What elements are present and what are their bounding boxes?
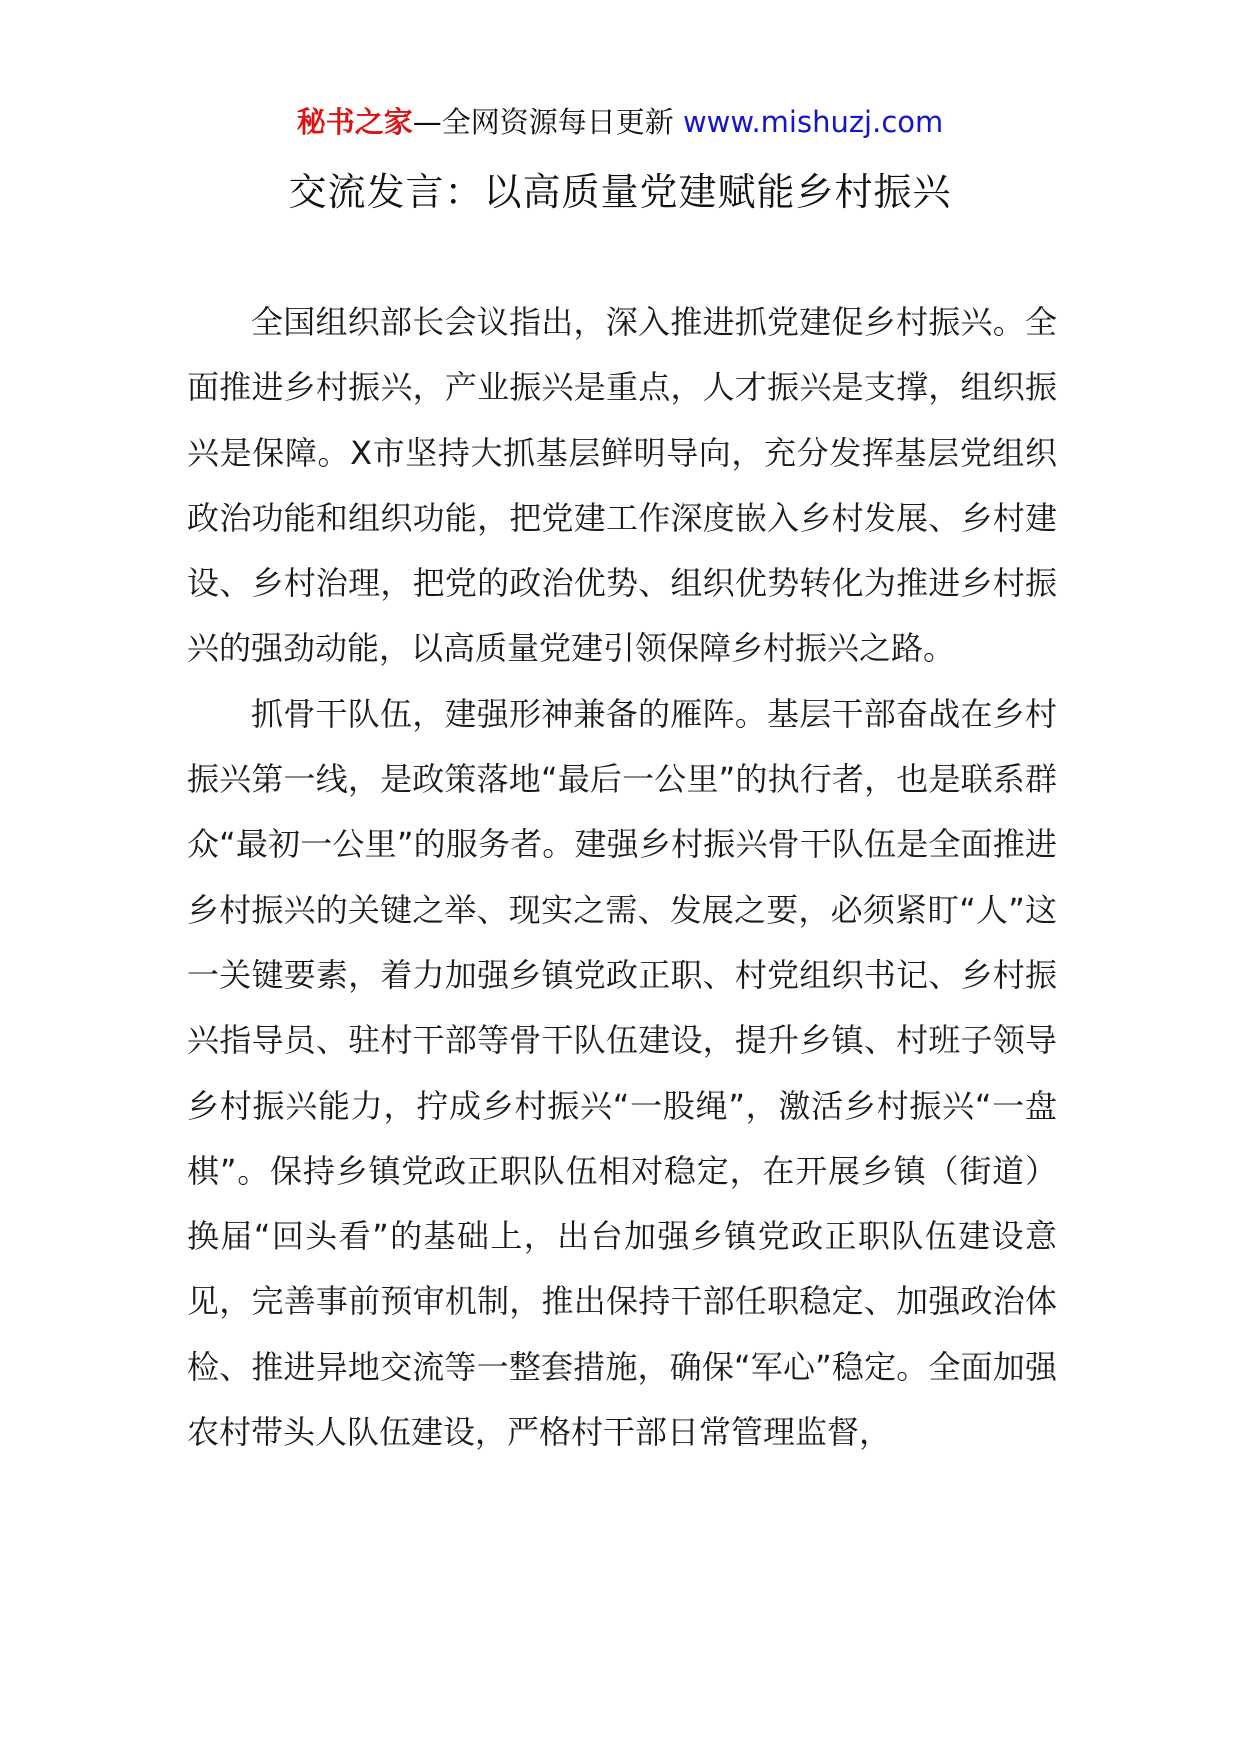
document-body [187, 290, 1057, 1465]
paragraph-1: 全国组织部长会议指出，深入推进抓党建促乡村振兴。全面推进乡村振兴，产业振兴是重点，人才振兴是支撑，组织振兴是保障。X市坚持大抓基层鲜明导向，充分发挥基层党组织政治功能和组织功能，把党建工作深度嵌入乡村发展、乡村建设、乡村治理，把党的政治优势、组织优势转化为推进乡村振兴的强劲动能，以高质量党建引领保障乡村振兴之路。 [187, 303, 1057, 668]
brand-name: 秘书之家 [296, 105, 413, 139]
site-url-link[interactable]: www.mishuzj.com [682, 105, 944, 139]
document-title: 交流发言：以高质量党建赋能乡村振兴 [288, 170, 952, 214]
header-slogan: —全网资源每日更新 [412, 105, 674, 139]
site-header [0, 102, 1240, 142]
paragraph-2: 抓骨干队伍，建强形神兼备的雁阵。基层干部奋战在乡村振兴第一线，是政策落地“最后一公里”的执行者，也是联系群众“最初一公里”的服务者。建强乡村振兴骨干队伍是全面推进乡村振兴的关键之举、现实之需、发展之要，必须紧盯“人”这一关键要素，着力加强乡镇党政正职、村党组织书记、乡村振兴指导员、驻村干部等骨干队伍建设，提升乡镇、村班子领导乡村振兴能力，拧成乡村振兴“一股绳”，激活乡村振兴“一盘棋”。保持乡镇党政正职队伍相对稳定，在开展乡镇（街道）换届“回头看”的基础上，出台加强乡镇党政正职队伍建设意见，完善事前预审机制，推出保持干部任职稳定、加强政治体检、推进异地交流等一整套措施，确保“军心”稳定。全面加强农村带头人队伍建设，严格村干部日常管理监督， [187, 694, 1057, 1452]
